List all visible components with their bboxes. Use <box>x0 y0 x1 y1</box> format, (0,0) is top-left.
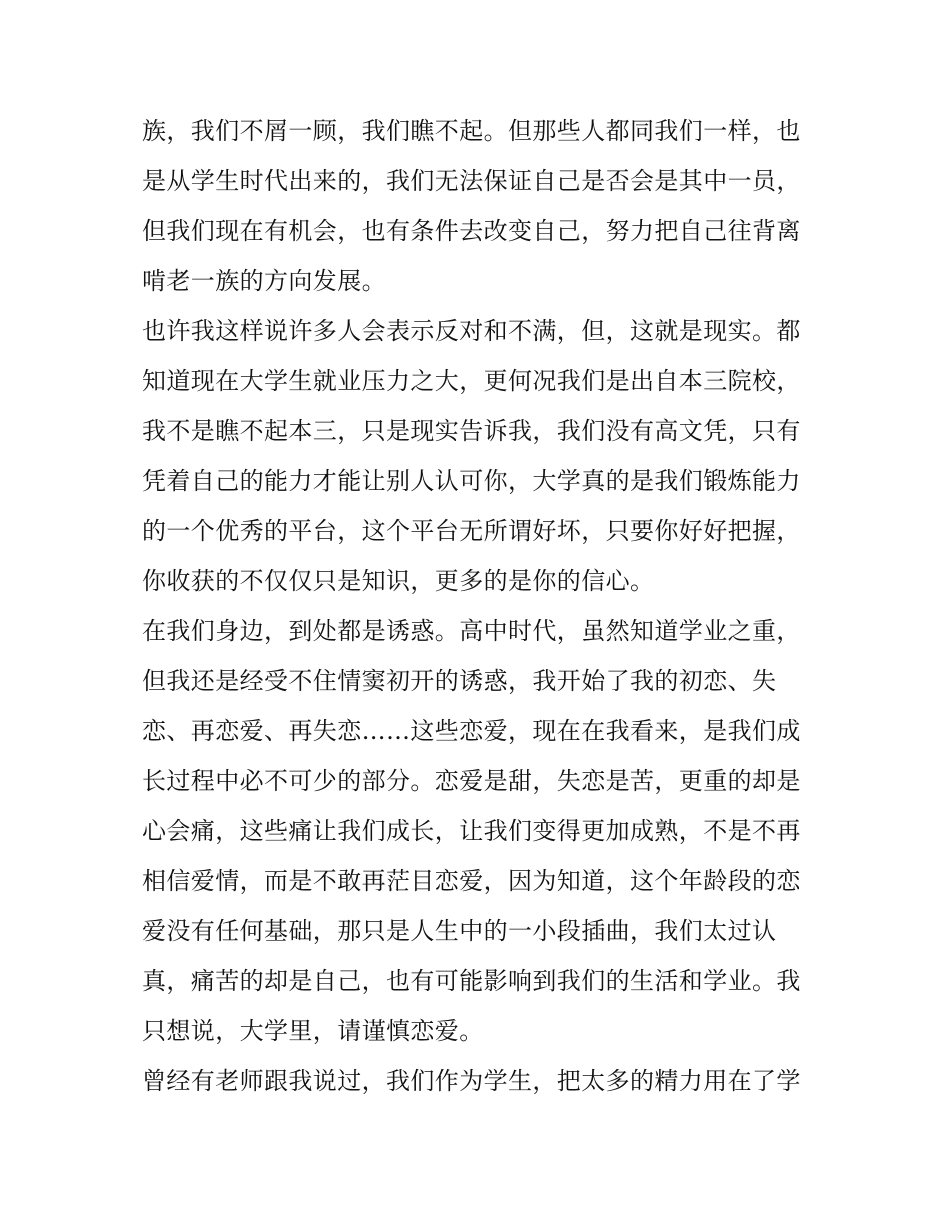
text-line: 我不是瞧不起本三，只是现实告诉我，我们没有高文凭，只有 <box>142 417 801 445</box>
text-line: 在我们身边，到处都是诱惑。高中时代，虽然知道学业之重， <box>142 617 801 645</box>
text-line: 的一个优秀的平台，这个平台无所谓好坏，只要你好好把握， <box>142 517 801 545</box>
text-line: 凭着自己的能力才能让别人认可你，大学真的是我们锻炼能力 <box>142 467 801 495</box>
text-line: 心会痛，这些痛让我们成长，让我们变得更加成熟，不是不再 <box>142 817 801 845</box>
text-line: 曾经有老师跟我说过，我们作为学生，把太多的精力用在了学 <box>142 1067 801 1095</box>
text-line: 也许我这样说许多人会表示反对和不满，但，这就是现实。都 <box>142 317 801 345</box>
text-line: 恋、再恋爱、再失恋……这些恋爱，现在在我看来，是我们成 <box>142 717 801 745</box>
text-line: 但我还是经受不住情窦初开的诱惑，我开始了我的初恋、失 <box>142 667 777 695</box>
paragraph-4 <box>142 1056 818 1106</box>
paragraph-2 <box>142 306 818 606</box>
paragraph-1 <box>142 106 818 306</box>
text-line: 爱没有任何基础，那只是人生中的一小段插曲，我们太过认 <box>142 917 777 945</box>
text-line: 只想说，大学里，请谨慎恋爱。 <box>142 1017 484 1045</box>
text-line: 但我们现在有机会，也有条件去改变自己，努力把自己往背离 <box>142 217 801 245</box>
text-line: 族，我们不屑一顾，我们瞧不起。但那些人都同我们一样，也 <box>142 117 801 145</box>
paragraph-3 <box>142 606 818 1056</box>
text-line: 你收获的不仅仅只是知识，更多的是你的信心。 <box>142 567 655 595</box>
text-line: 啃老一族的方向发展。 <box>142 267 386 295</box>
text-line: 知道现在大学生就业压力之大，更何况我们是出自本三院校， <box>142 367 801 395</box>
document-body <box>142 106 818 1106</box>
text-line: 长过程中必不可少的部分。恋爱是甜，失恋是苦，更重的却是 <box>142 767 801 795</box>
text-line: 真，痛苦的却是自己，也有可能影响到我们的生活和学业。我 <box>142 967 801 995</box>
text-line: 相信爱情，而是不敢再茫目恋爱，因为知道，这个年龄段的恋 <box>142 867 801 895</box>
text-line: 是从学生时代出来的，我们无法保证自己是否会是其中一员， <box>142 167 801 195</box>
